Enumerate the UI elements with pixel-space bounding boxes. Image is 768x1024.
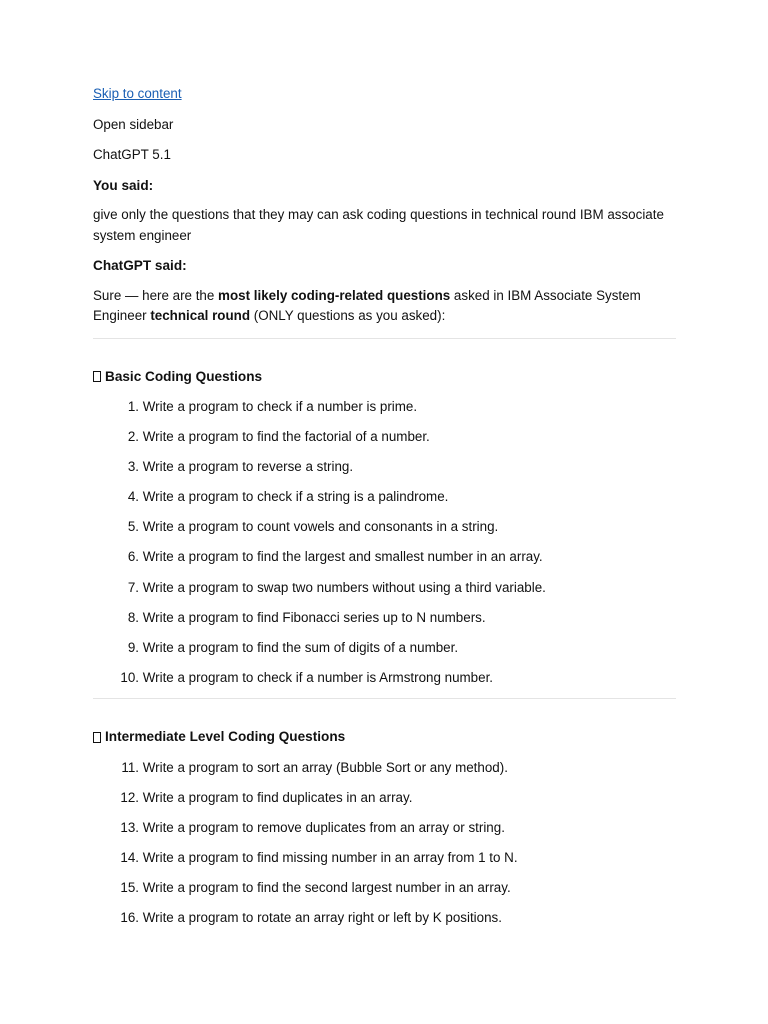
list-item <box>93 517 676 538</box>
list-item-text: Write a program to check if a string is a palindrome. <box>142 489 449 505</box>
list-item <box>93 848 676 869</box>
section-divider <box>93 338 676 339</box>
assistant-heading: ChatGPT said: <box>93 258 187 273</box>
list-item <box>93 427 676 448</box>
model-label: ChatGPT 5.1 <box>93 147 171 162</box>
user-heading: You said: <box>93 177 154 193</box>
intro-text-3: (ONLY questions as you asked): <box>250 308 446 323</box>
list-item-text: Write a program to remove duplicates from an array or string. <box>142 820 505 836</box>
section-divider <box>93 698 676 699</box>
assistant-intro <box>93 286 676 327</box>
list-item-text: Write a program to find the factorial of a number. <box>142 429 430 445</box>
list-item-number: 8. <box>127 609 139 625</box>
list-item <box>93 818 676 839</box>
list-item-text: Write a program to find the largest and smallest number in an array. <box>142 549 543 565</box>
list-item <box>93 487 676 508</box>
intro-text-1: Sure — here are the <box>93 287 219 303</box>
list-item-number: 7. <box>127 579 139 595</box>
list-item <box>93 397 676 418</box>
list-item-text: Write a program to check if a number is Armstrong number. <box>142 669 494 685</box>
list-item-number: 5. <box>127 519 139 535</box>
list-item-number: 2. <box>127 429 139 445</box>
document-page <box>93 84 676 939</box>
section-title-text: Basic Coding Questions <box>105 368 263 384</box>
list-item-text: Write a program to find the second largest number in an array. <box>142 880 511 896</box>
list-item <box>93 878 676 899</box>
list-item-text: Write a program to rotate an array right or left by K positions. <box>142 910 502 926</box>
intermediate-questions-list <box>93 758 676 929</box>
list-item <box>93 908 676 929</box>
section-title-intermediate <box>93 727 676 748</box>
list-item <box>93 547 676 568</box>
list-item-text: Write a program to find Fibonacci series up to N numbers. <box>142 609 486 625</box>
list-item-number: 6. <box>127 549 139 565</box>
list-item-number: 16. <box>120 910 139 926</box>
list-item-text: Write a program to swap two numbers without using a third variable. <box>142 579 546 595</box>
list-item <box>93 758 676 779</box>
section-title-basic <box>93 367 676 388</box>
list-item-number: 9. <box>127 639 139 655</box>
list-item <box>93 788 676 809</box>
open-sidebar-text: Open sidebar <box>93 116 174 132</box>
list-item-text: Write a program to find the sum of digits of a number. <box>142 639 459 655</box>
list-item-number: 14. <box>120 850 139 866</box>
list-item-number: 12. <box>120 789 139 805</box>
skip-to-content-paragraph <box>93 84 676 105</box>
list-item-number: 10. <box>120 669 139 685</box>
list-item-number: 1. <box>127 399 139 414</box>
list-item-number: 11. <box>121 759 139 775</box>
intro-bold-2: technical round <box>150 308 251 323</box>
list-item <box>93 608 676 629</box>
emoji-placeholder-icon <box>93 732 101 743</box>
list-item-text: Write a program to find duplicates in an array. <box>142 789 413 805</box>
user-message: give only the questions that they may can ask coding questions in technical round IBM associate system engineer <box>93 207 664 243</box>
list-item <box>93 578 676 599</box>
list-item-number: 3. <box>127 459 139 475</box>
emoji-placeholder-icon <box>93 371 101 382</box>
list-item-text: Write a program to reverse a string. <box>142 459 354 475</box>
skip-to-content-link[interactable]: Skip to content <box>93 86 182 101</box>
list-item <box>93 668 676 689</box>
list-item-number: 15. <box>120 880 139 896</box>
list-item-text: Write a program to count vowels and consonants in a string. <box>142 519 499 535</box>
list-item-text: Write a program to check if a number is prime. <box>142 399 418 414</box>
intro-bold-1: most likely coding-related questions <box>218 287 451 303</box>
list-item-text: Write a program to sort an array (Bubble Sort or any method). <box>142 759 508 775</box>
intro-text-2: asked in IBM Associate System Engineer <box>93 287 641 323</box>
list-item-text: Write a program to find missing number in an array from 1 to N. <box>142 850 518 866</box>
basic-questions-list <box>93 397 676 688</box>
list-item <box>93 638 676 659</box>
list-item <box>93 457 676 478</box>
section-title-text: Intermediate Level Coding Questions <box>105 729 346 745</box>
list-item-number: 13. <box>120 820 139 836</box>
list-item-number: 4. <box>127 489 139 505</box>
